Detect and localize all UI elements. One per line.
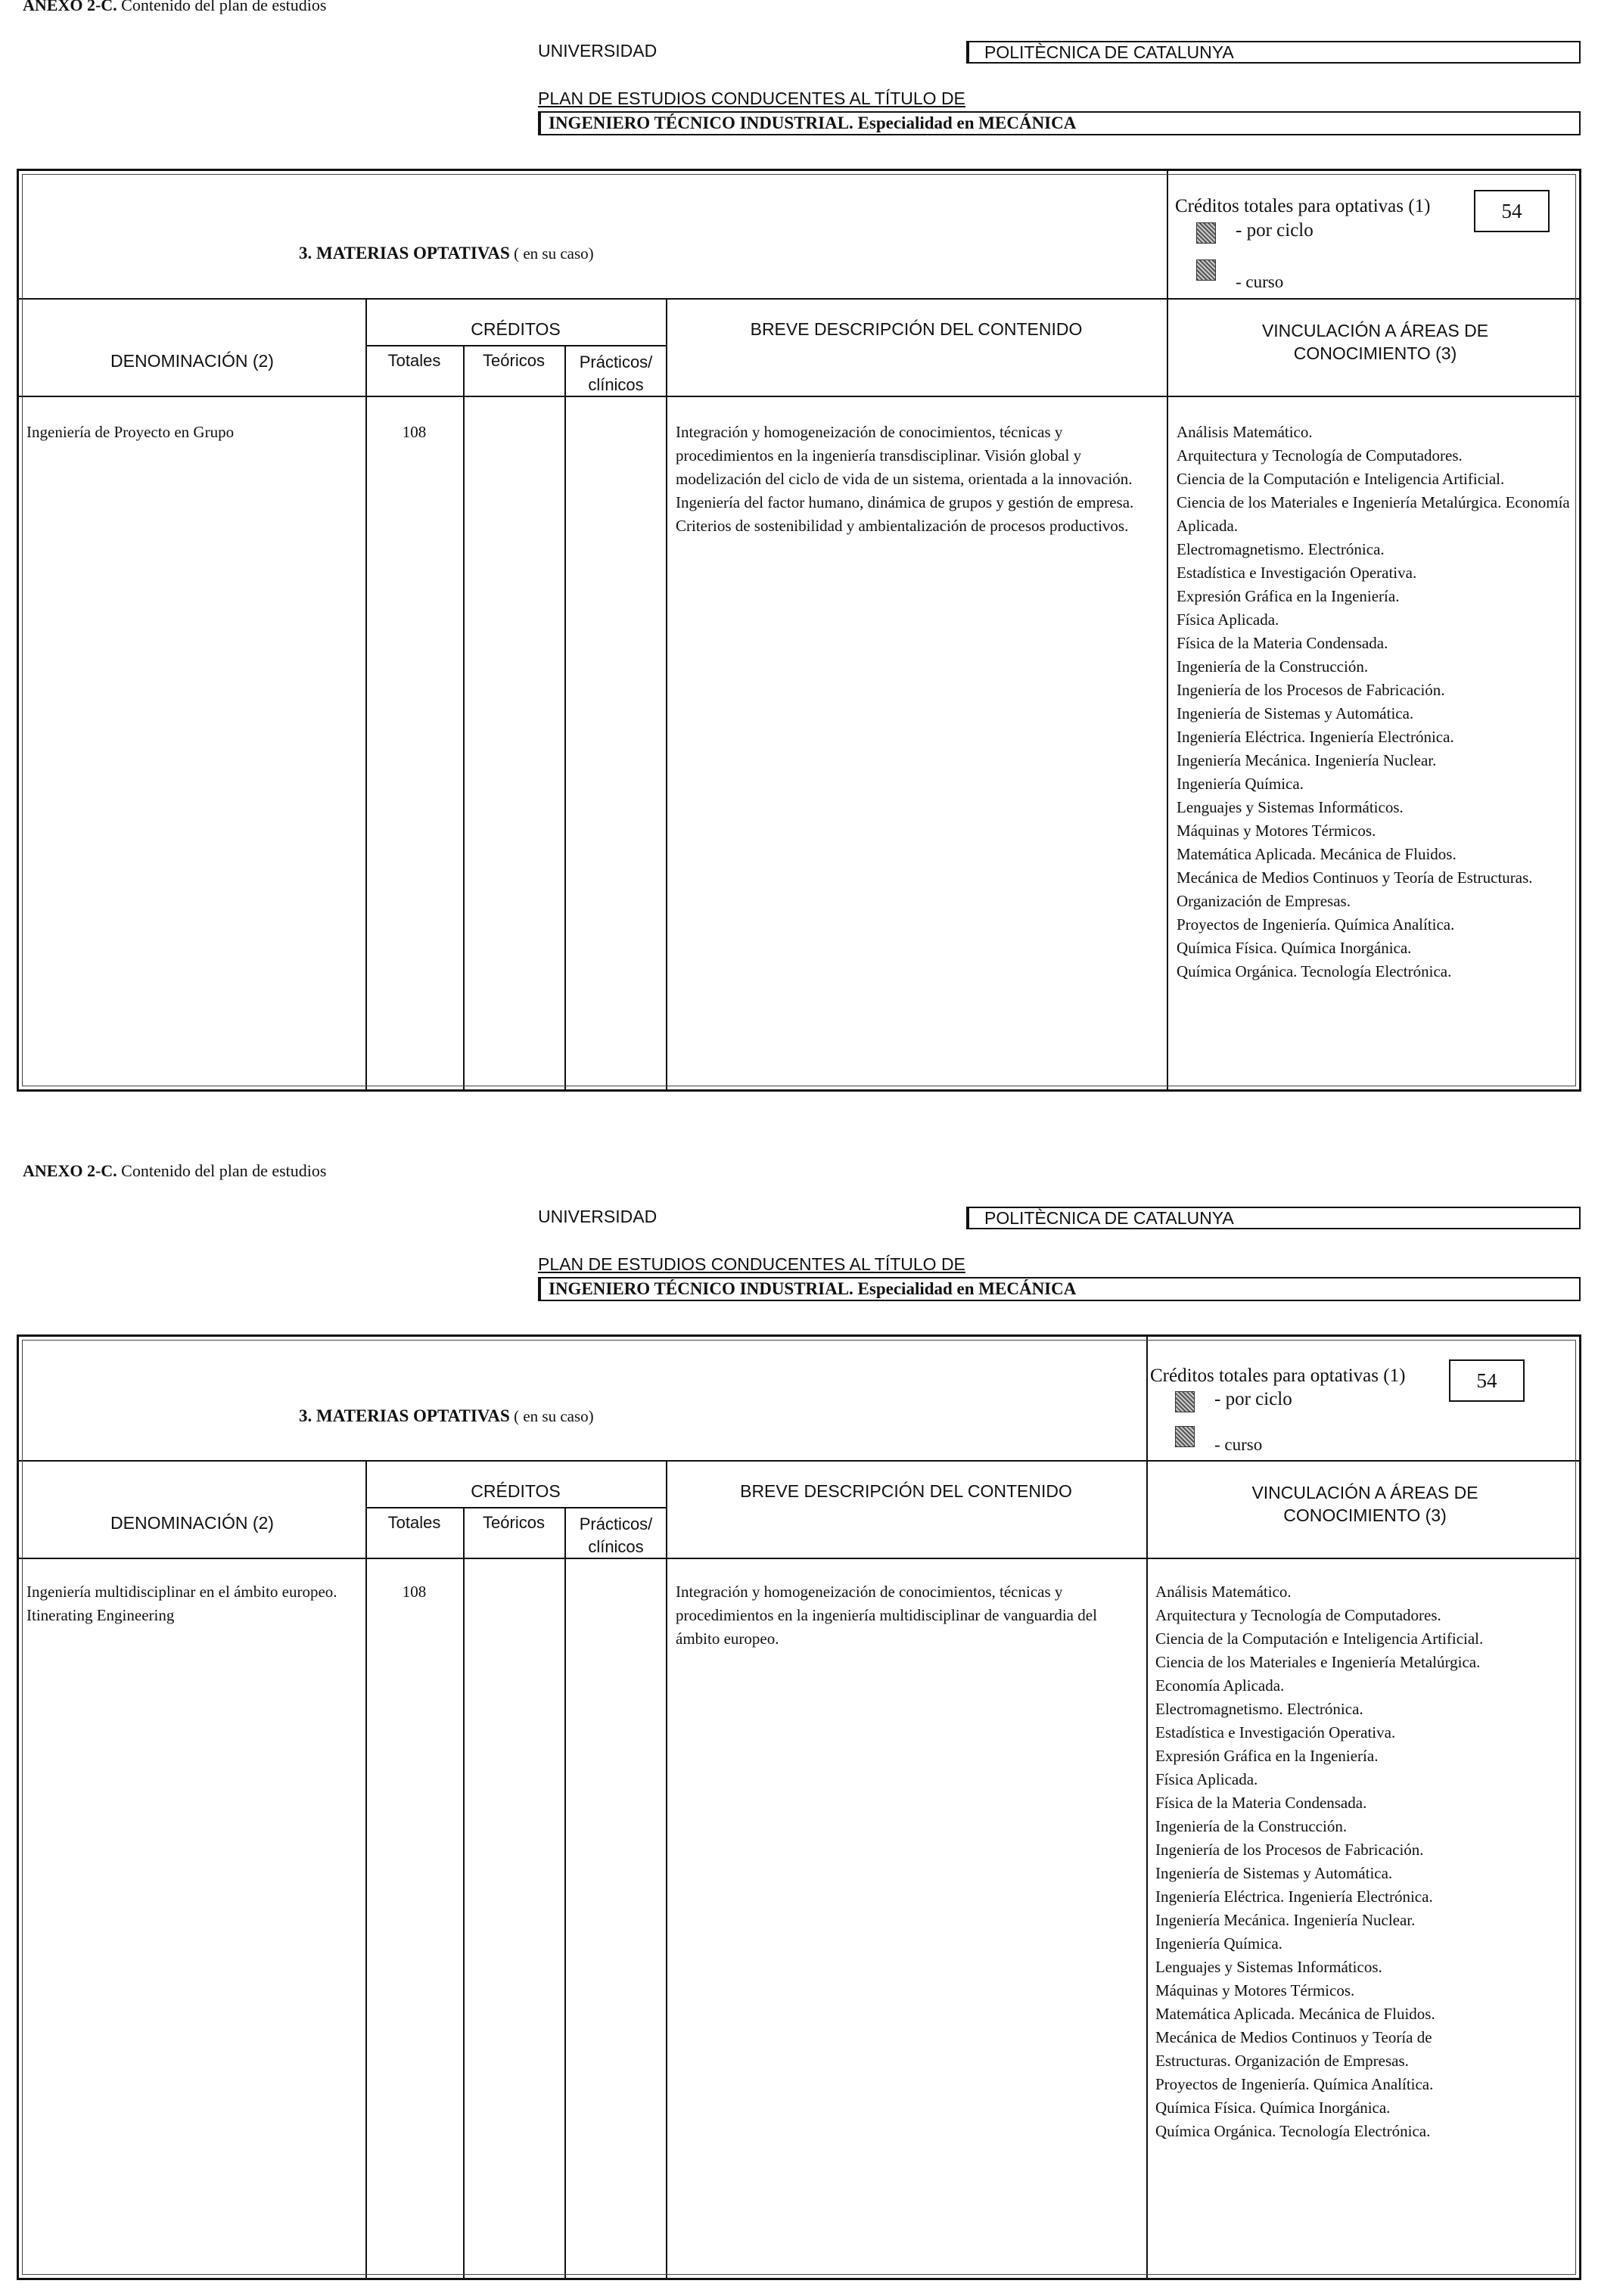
anexo-label: ANEXO 2-C.	[23, 1161, 117, 1180]
universidad-label: UNIVERSIDAD	[538, 1207, 658, 1226]
section-title	[299, 244, 594, 263]
universidad-label: UNIVERSIDAD	[538, 41, 658, 61]
divider	[19, 298, 1579, 300]
divider	[365, 1507, 666, 1508]
divider	[666, 1460, 667, 2278]
section-note: ( en su caso)	[509, 1407, 594, 1425]
row-areas: Análisis Matemático. Arquitectura y Tecnología de Computadores. Ciencia de la Computación e Inteligencia Artificial. Ciencia de los Materiales e Ingeniería Metalúrgica. Economía Aplicada. Electromagnetismo. Electrónica. Estadística e Investigación Operativa. Expresión Gráfica en la Ingeniería. Física Aplicada. Física de la Materia Condensada. Ingeniería de la Construcción. Ingeniería de los Procesos de Fabricación. Ingeniería de Sistemas y Automática. Ingeniería Eléctrica. Ingeniería Electrónica. Ingeniería Mecánica. Ingeniería Nuclear. Ingeniería Química. Lenguajes y Sistemas Informáticos. Máquinas y Motores Térmicos. Matemática Aplicada. Mecánica de Fluidos. Mecánica de Medios Continuos y Teoría de Estructuras. Organización de Empresas. Proyectos de Ingeniería. Química Analítica. Química Física. Química Inorgánica. Química Orgánica. Tecnología Electrónica.	[1155, 1583, 1484, 2140]
header-practicos: Prácticos/ clínicos	[579, 1515, 653, 1556]
anexo-heading	[23, 0, 326, 15]
por-ciclo-checkbox-icon	[1196, 222, 1216, 244]
plan-label: PLAN DE ESTUDIOS CONDUCENTES AL TÍTULO DE	[538, 1254, 965, 1274]
header-denominacion: DENOMINACIÓN (2)	[110, 351, 274, 371]
creditos-totales-value: 54	[1474, 190, 1550, 232]
divider	[365, 298, 367, 1089]
universidad-value: POLITÈCNICA DE CATALUNYA	[966, 41, 1581, 64]
header-practicos: Prácticos/ clínicos	[579, 353, 653, 394]
divider	[19, 1460, 1579, 1462]
divider	[666, 298, 667, 1089]
creditos-totales-value: 54	[1449, 1359, 1525, 1402]
row-areas: Análisis Matemático. Arquitectura y Tecnología de Computadores. Ciencia de la Computación e Inteligencia Artificial. Ciencia de los Materiales e Ingeniería Metalúrgica. Economía Aplicada. Electromagnetismo. Electrónica. Estadística e Investigación Operativa. Expresión Gráfica en la Ingeniería. Física Aplicada. Física de la Materia Condensada. Ingeniería de la Construcción. Ingeniería de los Procesos de Fabricación. Ingeniería de Sistemas y Automática. Ingeniería Eléctrica. Ingeniería Electrónica. Ingeniería Mecánica. Ingeniería Nuclear. Ingeniería Química. Lenguajes y Sistemas Informáticos. Máquinas y Motores Térmicos. Matemática Aplicada. Mecánica de Fluidos. Mecánica de Medios Continuos y Teoría de Estructuras. Organización de Empresas. Proyectos de Ingeniería. Química Analítica. Química Física. Química Inorgánica. Química Orgánica. Tecnología Electrónica.	[1177, 423, 1570, 980]
section-note: ( en su caso)	[509, 244, 594, 263]
header-totales: Totales	[387, 351, 441, 370]
row-descripcion: Integración y homogeneización de conocimientos, técnicas y procedimientos en la ingeniería multidisciplinar de vanguardia del ámbito europeo.	[676, 1583, 1097, 1648]
row-denominacion: Ingeniería multidisciplinar en el ámbito europeo. Itinerating Engineering	[26, 1583, 337, 1624]
divider	[1167, 171, 1168, 1089]
header-creditos: CRÉDITOS	[471, 319, 561, 339]
divider	[19, 1558, 1579, 1559]
divider	[1146, 1337, 1148, 2278]
divider	[564, 1507, 566, 2278]
materias-table	[17, 169, 1581, 1092]
section-title-text: 3. MATERIAS OPTATIVAS	[299, 1406, 510, 1425]
header-creditos: CRÉDITOS	[471, 1481, 561, 1501]
header-denominacion: DENOMINACIÓN (2)	[110, 1513, 274, 1533]
por-ciclo-label: - por ciclo	[1214, 1389, 1292, 1409]
degree-title: INGENIERO TÉCNICO INDUSTRIAL. Especialidad en MECÁNICA	[538, 111, 1581, 135]
form-page-2	[0, 1161, 1598, 2296]
divider	[365, 345, 666, 346]
universidad-value: POLITÈCNICA DE CATALUNYA	[966, 1207, 1581, 1229]
plan-label: PLAN DE ESTUDIOS CONDUCENTES AL TÍTULO DE	[538, 89, 965, 108]
creditos-totales-label: Créditos totales para optativas (1)	[1175, 196, 1431, 216]
divider	[564, 345, 566, 1089]
creditos-totales-label: Créditos totales para optativas (1)	[1150, 1365, 1406, 1386]
header-vinculacion: VINCULACIÓN A ÁREAS DE CONOCIMIENTO (3)	[1251, 1483, 1478, 1525]
materias-table	[17, 1334, 1581, 2280]
row-totales: 108	[402, 1583, 427, 1601]
degree-title: INGENIERO TÉCNICO INDUSTRIAL. Especialidad en MECÁNICA	[538, 1277, 1581, 1301]
anexo-text: Contenido del plan de estudios	[117, 0, 327, 14]
anexo-text: Contenido del plan de estudios	[117, 1161, 327, 1180]
curso-checkbox-icon	[1175, 1426, 1195, 1447]
section-title-text: 3. MATERIAS OPTATIVAS	[299, 244, 510, 263]
header-vinculacion: VINCULACIÓN A ÁREAS DE CONOCIMIENTO (3)	[1261, 321, 1489, 363]
curso-label: - curso	[1236, 272, 1284, 291]
header-teoricos: Teóricos	[483, 351, 545, 370]
form-page-1	[0, 0, 1598, 1130]
header-totales: Totales	[387, 1513, 441, 1532]
divider	[19, 396, 1579, 397]
header-teoricos: Teóricos	[483, 1513, 545, 1532]
header-descripcion: BREVE DESCRIPCIÓN DEL CONTENIDO	[750, 319, 1083, 339]
por-ciclo-checkbox-icon	[1175, 1391, 1195, 1412]
divider	[463, 1507, 465, 2278]
curso-checkbox-icon	[1196, 259, 1216, 281]
anexo-label: ANEXO 2-C.	[23, 0, 117, 14]
divider	[463, 345, 465, 1089]
row-totales: 108	[402, 423, 427, 441]
anexo-heading	[23, 1161, 326, 1181]
header-descripcion: BREVE DESCRIPCIÓN DEL CONTENIDO	[740, 1481, 1072, 1501]
row-denominacion: Ingeniería de Proyecto en Grupo	[26, 423, 235, 441]
curso-label: - curso	[1214, 1435, 1263, 1454]
por-ciclo-label: - por ciclo	[1236, 220, 1314, 241]
section-title	[299, 1406, 594, 1426]
row-descripcion: Integración y homogeneización de conocimientos, técnicas y procedimientos en la ingeniería transdisciplinar. Visión global y modelización del ciclo de vida de un sistema, orientada a la innovación. Ingeniería del factor humano, dinámica de grupos y gestión de empresa. Criterios de sostenibilidad y ambientalización de procesos productivos.	[676, 423, 1134, 535]
